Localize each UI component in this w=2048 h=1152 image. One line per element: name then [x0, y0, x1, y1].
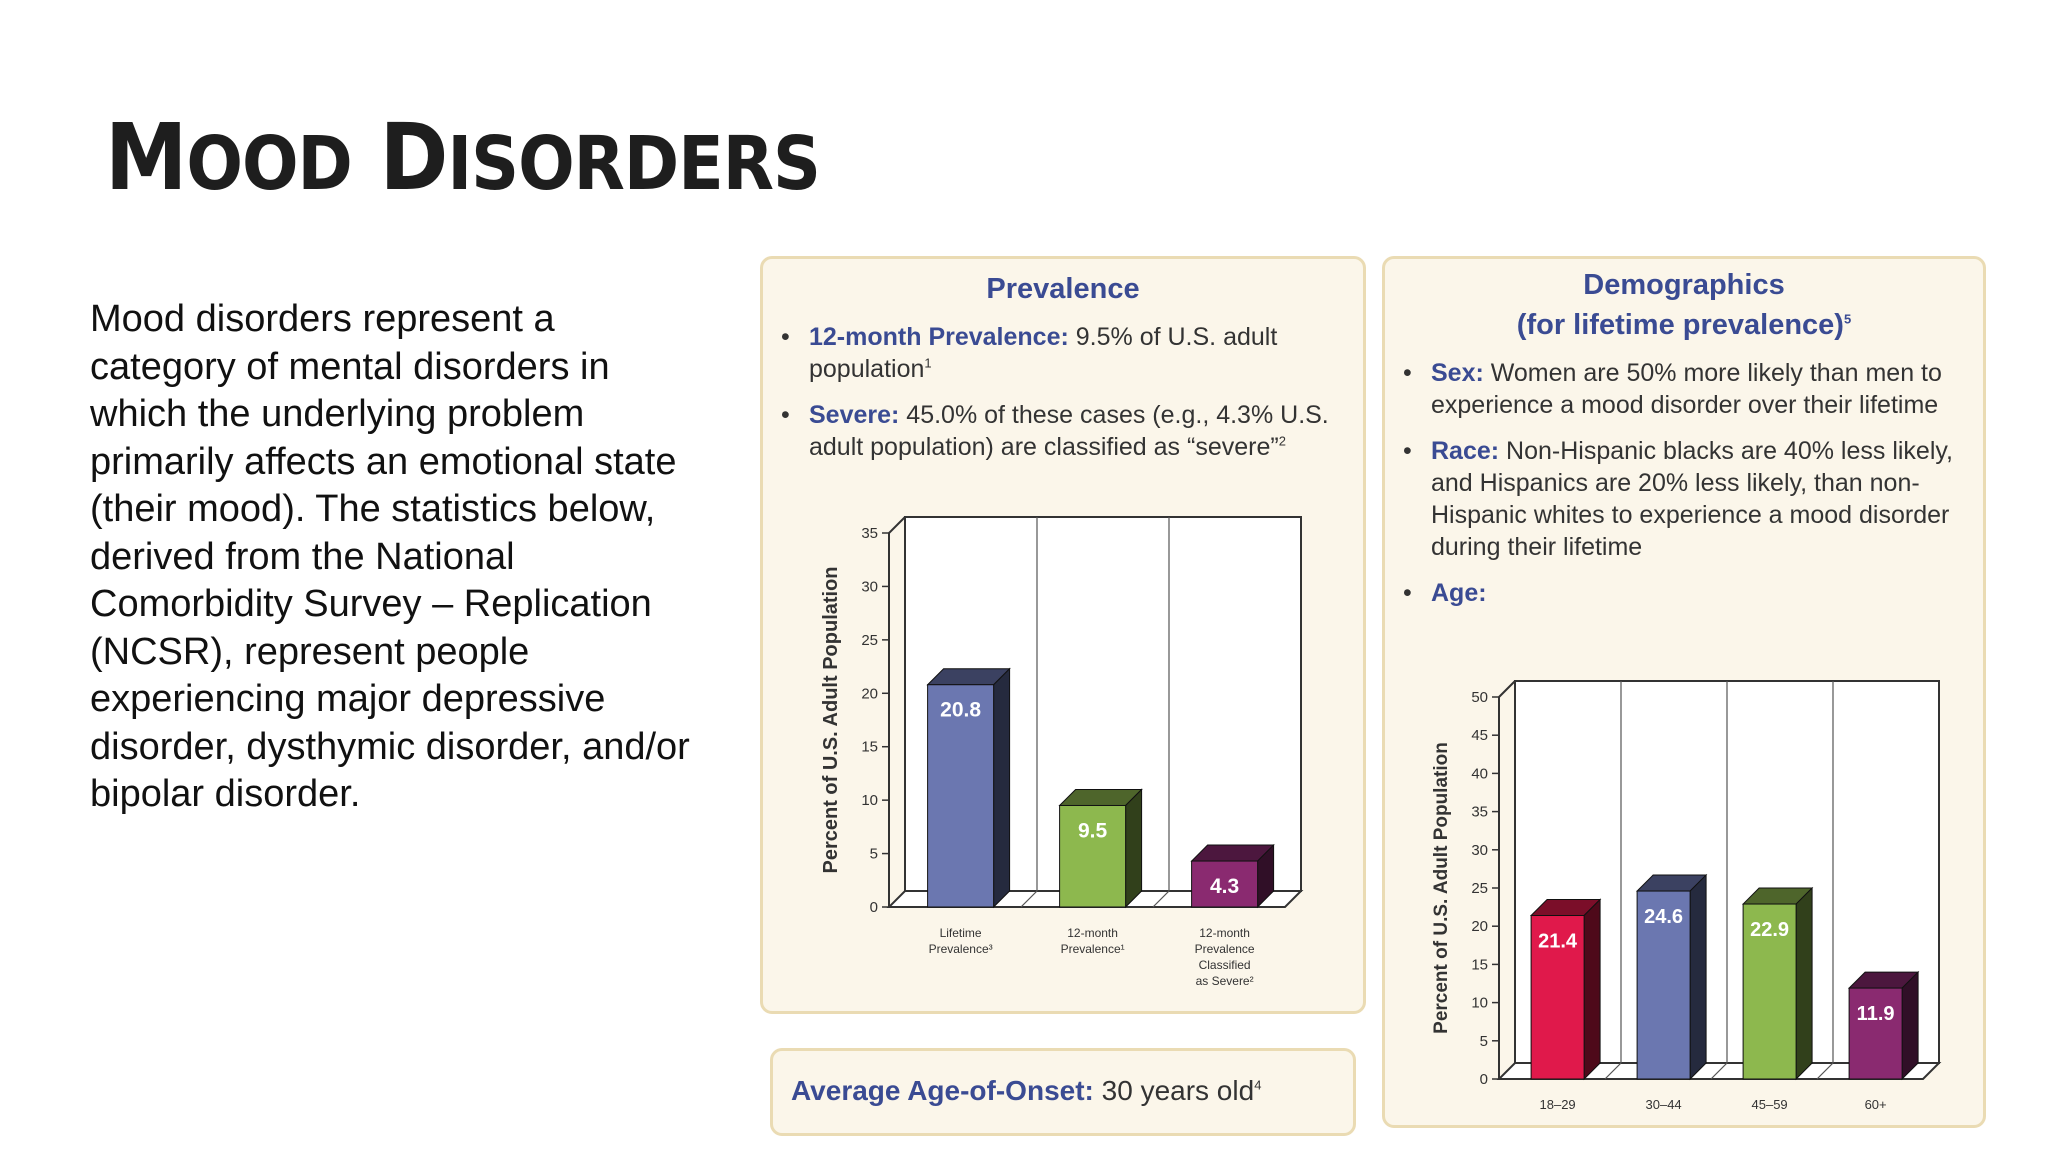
y-axis-top [889, 517, 905, 533]
bullet-dot: • [1403, 579, 1412, 607]
prevalence-heading: Prevalence [986, 273, 1140, 305]
bullet-dot: • [1403, 359, 1412, 387]
demographics-item-text: Women are 50% more likely than men to experience a mood disorder over their lifetime [1431, 359, 1942, 419]
data-label: 9.5 [1077, 819, 1108, 843]
data-label: 11.9 [1856, 1003, 1895, 1026]
prevalence-item-label: 12-month Prevalence: [809, 323, 1069, 351]
demographics-item-text: Non-Hispanic blacks are 40% less likely, and Hispanics are 20% less likely, than non-Hispanic whites to experience a mood disorder during their lifetime [1431, 437, 1953, 561]
x-tick-label: 45–59 [1751, 1097, 1788, 1112]
data-label: 24.6 [1644, 906, 1684, 929]
y-tick-label: 10 [1471, 994, 1488, 1012]
prevalence-list [781, 321, 1341, 477]
bar-side [1126, 789, 1142, 907]
slide-title [105, 104, 820, 211]
bar-side [1690, 875, 1706, 1079]
x-tick-label: as Severe² [1195, 974, 1254, 988]
data-label: 21.4 [1538, 930, 1578, 953]
footnote-ref: 2 [1278, 433, 1286, 449]
y-tick-label: 20 [861, 685, 878, 703]
demographics-heading: Demographics [1583, 269, 1785, 301]
prevalence-item-text: 45.0% of these cases (e.g., 4.3% U.S. adult population) are classified as “severe” [809, 401, 1329, 461]
y-tick-label: 30 [1471, 841, 1488, 859]
age-bar-chart [1419, 659, 1971, 1119]
y-tick-label: 25 [861, 631, 878, 649]
demographics-item-label: Age: [1431, 579, 1487, 607]
prevalence-item-text: 9.5% of U.S. adult population [809, 323, 1278, 383]
y-tick-label: 15 [861, 738, 878, 756]
title-word-2-rest: ISORDERS [447, 121, 820, 207]
onset-panel [770, 1048, 1356, 1136]
data-label: 20.8 [940, 698, 982, 722]
x-tick-label: Prevalence³ [928, 942, 993, 956]
x-tick-label: Lifetime [939, 926, 982, 940]
y-tick-label: 15 [1471, 956, 1488, 974]
bar [1849, 988, 1902, 1079]
demographics-subheading-text: (for lifetime prevalence) [1516, 309, 1844, 341]
onset-text [791, 1075, 1261, 1107]
demographics-item-age [1403, 577, 1973, 609]
y-tick-label: 35 [861, 525, 878, 542]
y-axis-label: Percent of U.S. Adult Population [1431, 742, 1452, 1034]
demographics-item-label: Sex: [1431, 359, 1484, 387]
y-tick-label: 45 [1471, 727, 1488, 745]
demographics-subheading [1385, 309, 1983, 342]
x-tick-label: 60+ [1864, 1097, 1887, 1112]
x-tick-label: Prevalence¹ [1060, 942, 1125, 956]
demographics-item-race [1403, 435, 1973, 563]
x-tick-label: Classified [1198, 958, 1251, 972]
bar-side [1902, 972, 1918, 1079]
x-tick-label: 12-month [1067, 926, 1118, 940]
y-tick-label: 5 [1479, 1032, 1488, 1050]
y-tick-label: 5 [869, 845, 878, 863]
y-axis-label: Percent of U.S. Adult Population [820, 566, 842, 874]
y-tick-label: 25 [1471, 880, 1488, 897]
bullet-dot: • [781, 323, 790, 351]
onset-value: 30 years old [1093, 1075, 1255, 1106]
y-tick-label: 0 [869, 899, 878, 916]
y-tick-label: 40 [1471, 765, 1488, 783]
body-paragraph: Mood disorders represent a category of mental disorders in which the underlying problem primarily affects an emotional state (their mood). The statistics below, derived from the National Comorbidity Survey – Replication (NCSR), represent people experiencing major depressive disorder, dysthymic disorder, and/or bipolar disorder. [90, 298, 690, 815]
x-tick-label: 12-month [1199, 926, 1250, 940]
y-axis-top [1499, 681, 1515, 697]
x-tick-label: Prevalence [1194, 942, 1255, 956]
y-tick-label: 10 [861, 792, 878, 810]
data-label: 4.3 [1209, 875, 1240, 899]
y-tick-label: 35 [1471, 803, 1488, 821]
bullet-dot: • [1403, 437, 1412, 465]
bar-side [994, 669, 1010, 907]
demographics-item-label: Race: [1431, 437, 1500, 465]
title-word-2-initial: D [379, 104, 448, 211]
x-tick-label: 18–29 [1539, 1097, 1576, 1112]
y-tick-label: 50 [1471, 689, 1488, 706]
data-label: 22.9 [1750, 919, 1790, 942]
prevalence-item-severe [781, 399, 1341, 463]
y-tick-label: 0 [1479, 1071, 1488, 1088]
prevalence-item-12month [781, 321, 1341, 385]
footnote-ref: 1 [924, 355, 932, 371]
bar-side [1796, 888, 1812, 1079]
bullet-dot: • [781, 401, 790, 429]
footnote-ref: 4 [1254, 1077, 1262, 1093]
prevalence-panel [760, 256, 1366, 1014]
demographics-list [1403, 357, 1973, 623]
prevalence-item-label: Severe: [809, 401, 900, 429]
y-tick-label: 30 [861, 578, 878, 596]
title-word-1-initial: M [105, 104, 187, 211]
onset-label: Average Age-of-Onset: [791, 1075, 1094, 1106]
y-tick-label: 20 [1471, 918, 1488, 936]
demographics-item-sex [1403, 357, 1973, 421]
prevalence-bar-chart [805, 507, 1325, 1007]
title-word-1-rest: OOD [186, 121, 352, 207]
demographics-panel [1382, 256, 1986, 1128]
x-tick-label: 30–44 [1645, 1097, 1682, 1112]
footnote-ref: 5 [1843, 311, 1852, 327]
bar-side [1584, 900, 1600, 1079]
